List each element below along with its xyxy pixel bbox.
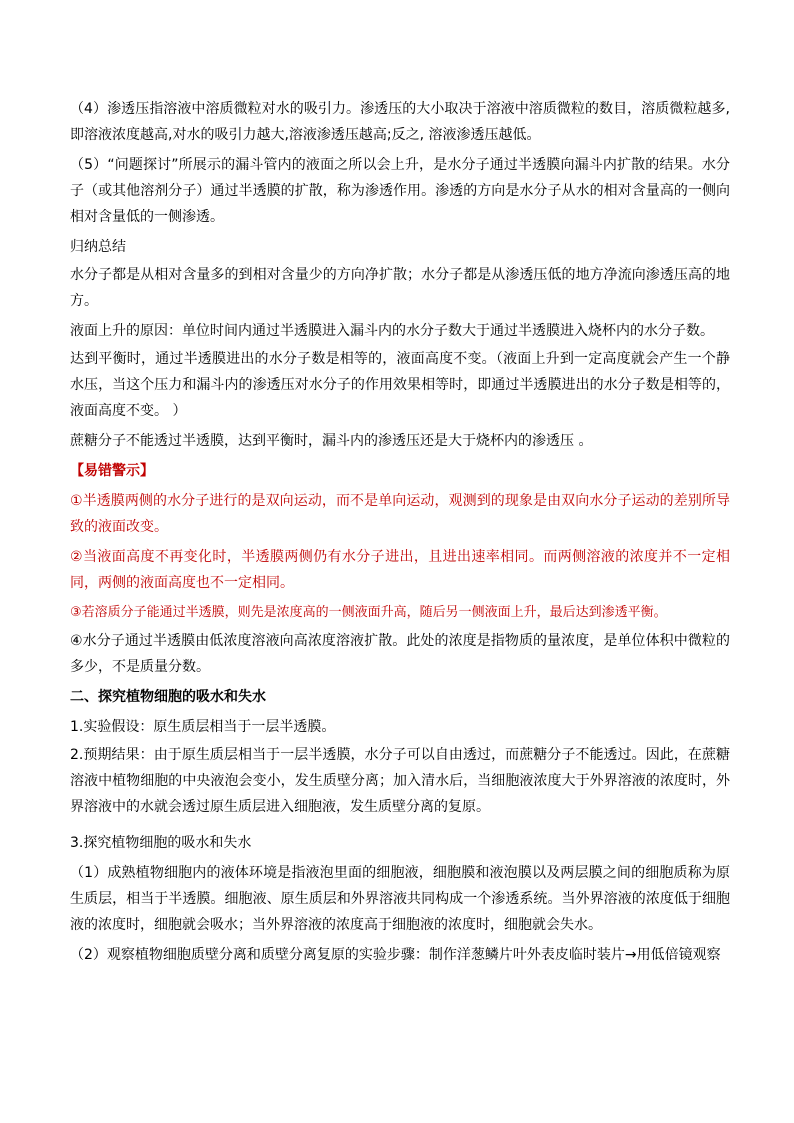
- summary-sucrose: 蔗糖分子不能透过半透膜，达到平衡时，漏斗内的渗透压还是大于烧杯内的渗透压 。: [70, 433, 593, 449]
- warning-item-3: ③若溶质分子能通过半透膜，则先是浓度高的一侧液面升高，随后另一侧液面上升，最后达到渗透平衡。: [70, 605, 667, 620]
- expected-result: 2.预期结果：由于原生质层相当于一层半透膜，水分子可以自由透过，而蔗糖分子不能透过。因此，在蔗糖溶液中植物细胞的中央液泡会变小，发生质壁分离；加入清水后，当细胞液浓度大于外界溶液的浓度时，外界溶液中的水就会透过原生质层进入细胞液，发生质壁分离的复原。: [70, 747, 730, 815]
- summary-equilibrium: 达到平衡时，通过半透膜进出的水分子数是相等的，液面高度不变。（液面上升到一定高度就会产生一个静水压，当这个压力和漏斗内的渗透压对水分子的作用效果相等时，即通过半透膜进出的水分子数是相等的，液面高度不变。 ）: [70, 351, 730, 419]
- section-heading: 二、探究植物细胞的吸水和失水: [70, 689, 266, 705]
- experiment-hypothesis: 1.实验假设：原生质层相当于一层半透膜。: [70, 719, 336, 735]
- subsection-title: 3.探究植物细胞的吸水和失水: [70, 835, 252, 851]
- summary-net-diffusion: 水分子都是从相对含量多的到相对含量少的方向净扩散；水分子都是从渗透压低的地方净流向渗透压高的地方。: [70, 267, 730, 309]
- summary-title: 归纳总结: [70, 239, 126, 255]
- subsection-item-2: （2）观察植物细胞质壁分离和质壁分离复原的实验步骤：制作洋葱鳞片叶外表皮临时装片→用低倍镜观察: [70, 947, 721, 963]
- warning-title: 【易错警示】: [70, 463, 154, 479]
- warning-item-4: ④水分子通过半透膜由低浓度溶液向高浓度溶液扩散。此处的浓度是指物质的量浓度，是单位体积中微粒的多少，不是质量分数。: [70, 633, 730, 675]
- paragraph-osmotic-pressure: （4）渗透压指溶液中溶质微粒对水的吸引力。渗透压的大小取决于溶液中溶质微粒的数目，溶质微粒越多,即溶液浓度越高,对水的吸引力越大,溶液渗透压越高;反之, 溶液渗透压越低。: [70, 101, 730, 143]
- summary-liquid-rise-reason: 液面上升的原因：单位时间内通过半透膜进入漏斗内的水分子数大于通过半透膜进入烧杯内的水分子数。: [70, 323, 714, 339]
- paragraph-problem-discussion: （5）“问题探讨”所展示的漏斗管内的液面之所以会上升，是水分子通过半透膜向漏斗内扩散的结果。水分子（或其他溶剂分子）通过半透膜的扩散，称为渗透作用。渗透的方向是水分子从水的相对含量高的一侧向相对含量低的一侧渗透。: [70, 157, 730, 225]
- document-page: [70, 96, 730, 972]
- warning-item-1: ①半透膜两侧的水分子进行的是双向运动，而不是单向运动，观测到的现象是由双向水分子运动的差别所导致的液面改变。: [70, 493, 730, 535]
- subsection-item-1: （1）成熟植物细胞内的液体环境是指液泡里面的细胞液，细胞膜和液泡膜以及两层膜之间的细胞质称为原生质层，相当于半透膜。细胞液、原生质层和外界溶液共同构成一个渗透系统。当外界溶液的浓度低于细胞液的浓度时，细胞就会吸水；当外界溶液的浓度高于细胞液的浓度时，细胞就会失水。: [70, 865, 730, 933]
- warning-item-2: ②当液面高度不再变化时，半透膜两侧仍有水分子进出，且进出速率相同。而两侧溶液的浓度并不一定相同，两侧的液面高度也不一定相同。: [70, 549, 730, 591]
